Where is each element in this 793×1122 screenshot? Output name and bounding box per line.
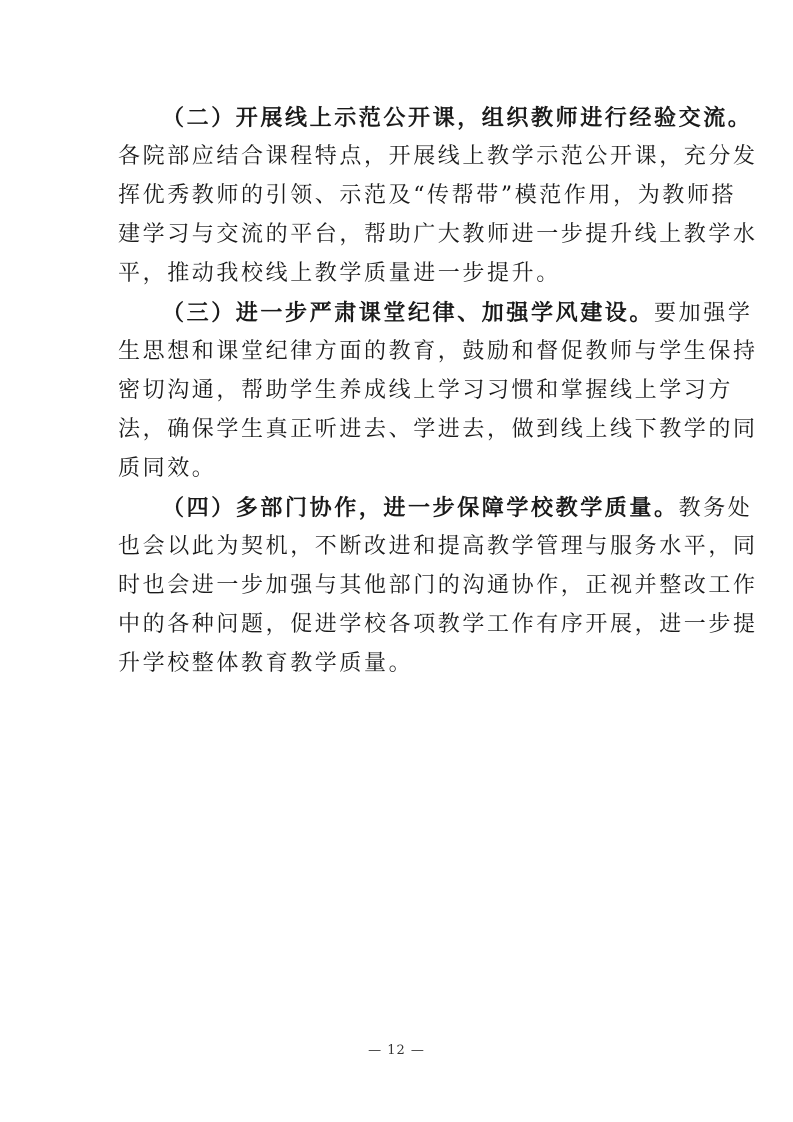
paragraph-line: 生思想和课堂纪律方面的教育，鼓励和督促教师与学生保持 <box>118 339 758 364</box>
paragraph-line: 升学校整体教育教学质量。 <box>118 651 414 676</box>
section-heading-4-tail: 教务处 <box>678 496 753 521</box>
section-heading-3 <box>162 293 753 333</box>
section-heading-4 <box>162 488 753 528</box>
paragraph-line: 质同效。 <box>118 456 217 481</box>
paragraph-line: 挥优秀教师的引领、示范及“传帮带”模范作用，为教师搭 <box>118 183 737 208</box>
paragraph-line: 时也会进一步加强与其他部门的沟通协作，正视并整改工作 <box>118 573 758 598</box>
section-heading-3-text: （三）进一步严肃课堂纪律、加强学风建设。 <box>162 300 655 326</box>
paragraph-line: 法，确保学生真正听进去、学进去，做到线上线下教学的同 <box>118 417 758 442</box>
section-heading-4-text: （四）多部门协作，进一步保障学校教学质量。 <box>162 495 679 521</box>
paragraph-line: 密切沟通，帮助学生养成线上学习习惯和掌握线上学习方 <box>118 378 734 403</box>
page-number: — 12 — <box>368 1043 425 1058</box>
paragraph-line: 建学习与交流的平台，帮助广大教师进一步提升线上教学水 <box>118 222 758 247</box>
section-heading-2-text: （二）开展线上示范公开课，组织教师进行经验交流。 <box>162 105 753 131</box>
paragraph-line: 也会以此为契机，不断改进和提高教学管理与服务水平，同 <box>118 534 758 559</box>
paragraph-line: 中的各种问题，促进学校各项教学工作有序开展，进一步提 <box>118 612 758 637</box>
paragraph-line: 平，推动我校线上教学质量进一步提升。 <box>118 261 561 286</box>
section-heading-3-tail: 要加强学 <box>654 301 753 326</box>
paragraph-line: 各院部应结合课程特点，开展线上教学示范公开课，充分发 <box>118 144 758 169</box>
section-heading-2 <box>162 98 753 138</box>
